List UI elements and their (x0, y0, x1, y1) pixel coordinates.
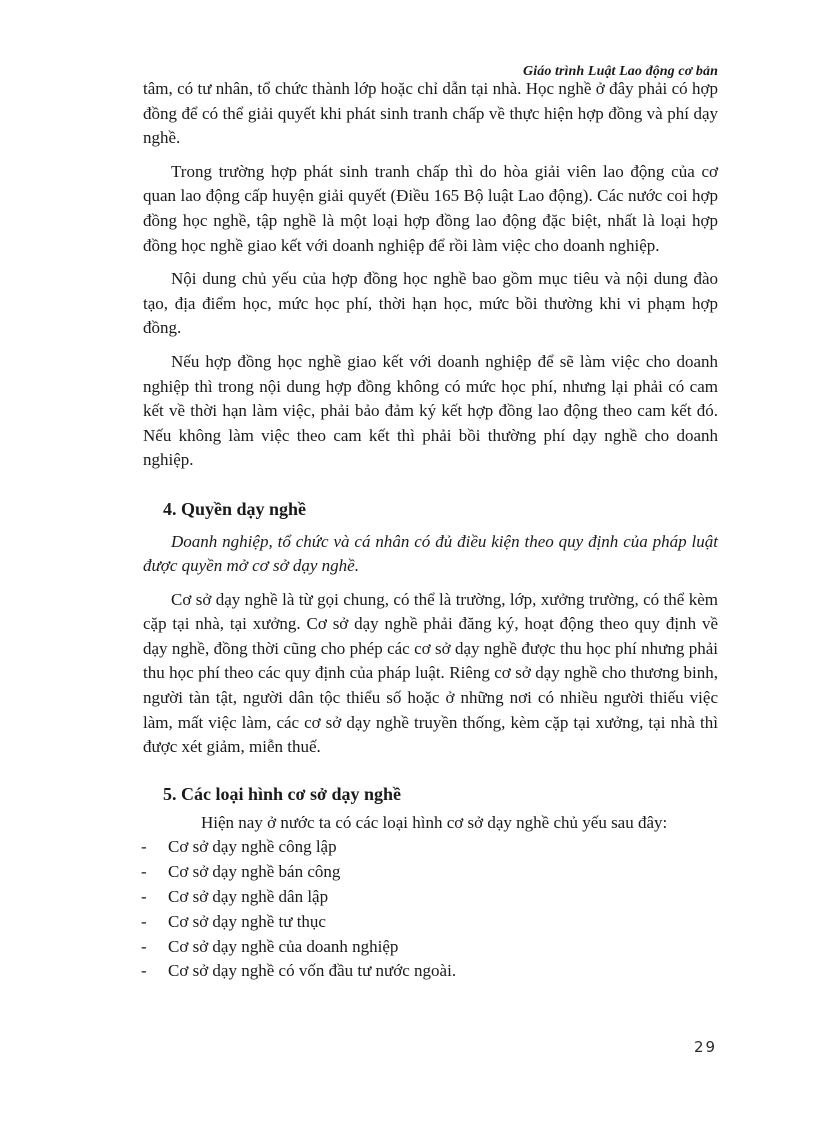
list-item (141, 885, 718, 910)
list-item (141, 910, 718, 935)
page-number: 29 (694, 1038, 718, 1056)
list-item-text: Cơ sở dạy nghề dân lập (168, 887, 329, 907)
list-item-text: Cơ sở dạy nghề bán công (168, 862, 341, 882)
dash-bullet: - (141, 887, 147, 907)
list-item (141, 959, 718, 984)
list-item-text: Cơ sở dạy nghề của doanh nghiệp (168, 936, 399, 956)
dash-bullet: - (141, 911, 147, 931)
vocational-types-list (141, 835, 718, 984)
list-item-text: Cơ sở dạy nghề tư thục (168, 911, 326, 931)
list-item (141, 860, 718, 885)
paragraph-continued: tâm, có tư nhân, tổ chức thành lớp hoặc chỉ dẫn tại nhà. Học nghề ở đây phải có hợp đồng để có thể giải quyết khi phát sinh tranh chấp về thực hiện hợp đồng và phí dạy nghề. (143, 79, 718, 148)
page-content (143, 77, 718, 984)
dash-bullet: - (141, 837, 147, 857)
running-header: Giáo trình Luật Lao động cơ bản (523, 64, 718, 79)
dash-bullet: - (141, 961, 147, 981)
list-item (141, 835, 718, 860)
paragraph-contract-content: Nội dung chủ yếu của hợp đồng học nghề bao gồm mục tiêu và nội dung đào tạo, địa điểm học, mức học phí, thời hạn học, mức bồi thường khi vi phạm hợp đồng. (143, 269, 718, 338)
dash-bullet: - (141, 936, 147, 956)
section-4-body: Cơ sở dạy nghề là từ gọi chung, có thể là trường, lớp, xưởng trường, có thể kèm cặp tại nhà, tại xưởng. Cơ sở dạy nghề phải đăng ký, hoạt động theo quy định về dạy nghề, đồng thời cũng cho phép các cơ sở dạy nghề được thu học phí nhưng phải thu học phí theo các quy định của pháp luật. Riêng cơ sở dạy nghề cho thương binh, người tàn tật, người dân tộc thiểu số hoặc ở những nơi có nhiều người thiếu việc làm, mất việc làm, các cơ sở dạy nghề truyền thống, kèm cặp tại xưởng, tại nhà thì được xét giảm, miễn thuế. (143, 589, 718, 757)
dash-bullet: - (141, 862, 147, 882)
list-item-text: Cơ sở dạy nghề có vốn đầu tư nước ngoài. (168, 961, 457, 981)
section-4-heading: 4. Quyền dạy nghề (163, 498, 307, 519)
section-5-heading: 5. Các loại hình cơ sở dạy nghề (163, 783, 401, 804)
paragraph-dispute-resolution: Trong trường hợp phát sinh tranh chấp thì do hòa giải viên lao động của cơ quan lao động cấp huyện giải quyết (Điều 165 Bộ luật Lao động). Các nước coi hợp đồng học nghề, tập nghề là một loại hợp đồng lao động đặc biệt, nhất là loại hợp đồng học nghề giao kết với doanh nghiệp để rồi làm việc cho doanh nghiệp. (143, 161, 718, 255)
section-4-italic-rule: Doanh nghiệp, tổ chức và cá nhân có đủ điều kiện theo quy định của pháp luật được quyền mở cơ sở dạy nghề. (143, 531, 718, 576)
section-5-intro: Hiện nay ở nước ta có các loại hình cơ sở dạy nghề chủ yếu sau đây: (201, 813, 668, 833)
paragraph-enterprise-contract: Nếu hợp đồng học nghề giao kết với doanh nghiệp để sẽ làm việc cho doanh nghiệp thì trong nội dung hợp đồng không có mức học phí, nhưng lại phải có cam kết về thời hạn làm việc, phải bảo đảm ký kết hợp đồng lao động theo cam kết đó. Nếu không làm việc theo cam kết thì phải bồi thường phí dạy nghề cho doanh nghiệp. (143, 351, 718, 470)
list-item (141, 935, 718, 960)
list-item-text: Cơ sở dạy nghề công lập (168, 837, 337, 857)
